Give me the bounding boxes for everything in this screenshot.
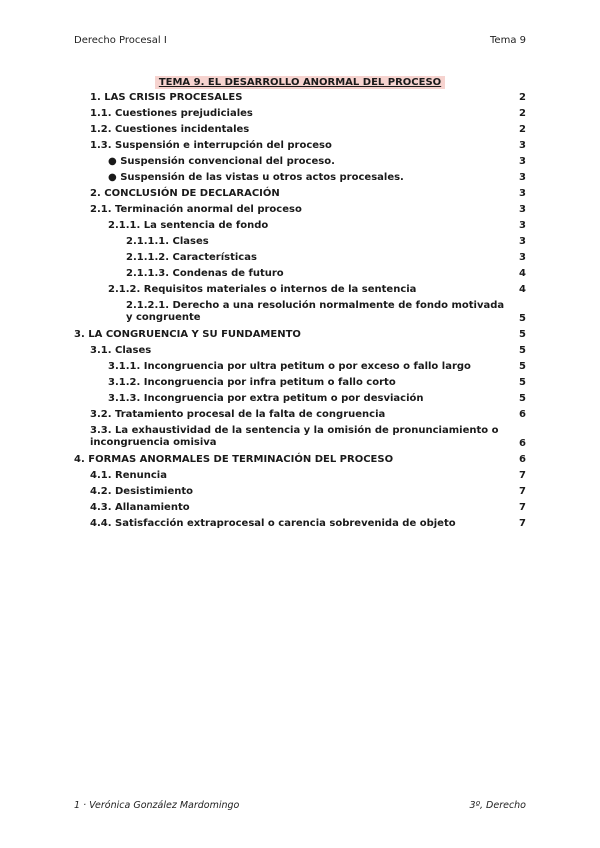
toc-entry-label: 2.1.2. Requisitos materiales o internos de la sentencia xyxy=(108,284,417,295)
toc-page-number: 3 xyxy=(519,172,526,183)
toc-page-number: 5 xyxy=(519,393,526,404)
footer-course: 3º, Derecho xyxy=(469,800,526,811)
toc-entry-label: 4.3. Allanamiento xyxy=(90,502,190,513)
toc-page-number: 5 xyxy=(519,313,526,324)
header-course-title: Derecho Procesal I xyxy=(74,35,167,46)
footer-author: 1 · Verónica González Mardomingo xyxy=(74,800,240,811)
toc-entry[interactable] xyxy=(74,122,526,138)
toc-entry-label: 3.1. Clases xyxy=(90,345,152,356)
toc-entry-label: 1. LAS CRISIS PROCESALES xyxy=(90,92,243,103)
toc-page-number: 4 xyxy=(519,284,526,295)
toc-page-number: 3 xyxy=(519,220,526,231)
toc-entry[interactable] xyxy=(74,106,526,122)
toc-entry-label: 1.3. Suspensión e interrupción del proceso xyxy=(90,140,332,151)
toc-entry-label: 4.2. Desistimiento xyxy=(90,486,194,497)
toc-entry-label: ● Suspensión de las vistas u otros actos procesales. xyxy=(108,172,404,183)
toc-entry[interactable] xyxy=(74,452,526,468)
toc-entry[interactable] xyxy=(74,343,526,359)
header-topic: Tema 9 xyxy=(490,35,526,46)
toc-entry[interactable] xyxy=(74,327,526,343)
toc-entry-label: 2.1. Terminación anormal del proceso xyxy=(90,204,302,215)
toc-entry-label: 3.2. Tratamiento procesal de la falta de congruencia xyxy=(90,409,386,420)
toc-entry-label: 4.4. Satisfacción extraprocesal o carencia sobrevenida de objeto xyxy=(90,518,456,529)
toc-entry-label: 2. CONCLUSIÓN DE DECLARACIÓN xyxy=(90,188,280,199)
toc-page-number: 2 xyxy=(519,108,526,119)
toc-page-number: 2 xyxy=(519,92,526,103)
toc-page-number: 7 xyxy=(519,518,526,529)
toc-page-number: 3 xyxy=(519,252,526,263)
toc-page-number: 4 xyxy=(519,268,526,279)
toc-entry[interactable] xyxy=(74,423,526,452)
document-title-text: TEMA 9. EL DESARROLLO ANORMAL DEL PROCESO xyxy=(155,76,445,89)
table-of-contents xyxy=(74,90,526,532)
toc-page-number: 2 xyxy=(519,124,526,135)
toc-entry[interactable] xyxy=(74,484,526,500)
toc-page-number: 3 xyxy=(519,204,526,215)
toc-entry-label: 1.2. Cuestiones incidentales xyxy=(90,124,250,135)
toc-entry[interactable] xyxy=(74,186,526,202)
toc-page-number: 7 xyxy=(519,502,526,513)
toc-entry[interactable] xyxy=(74,500,526,516)
toc-page-number: 3 xyxy=(519,156,526,167)
toc-entry[interactable] xyxy=(74,170,526,186)
toc-page-number: 5 xyxy=(519,345,526,356)
toc-entry-label: 2.1.1.3. Condenas de futuro xyxy=(126,268,284,279)
document-title xyxy=(0,70,600,89)
toc-entry-label: 3.1.2. Incongruencia por infra petitum o fallo corto xyxy=(108,377,396,388)
toc-entry-label: ● Suspensión convencional del proceso. xyxy=(108,156,335,167)
toc-entry[interactable] xyxy=(74,218,526,234)
toc-entry-label: 4.1. Renuncia xyxy=(90,470,167,481)
toc-page-number: 6 xyxy=(519,454,526,465)
toc-page-number: 3 xyxy=(519,140,526,151)
toc-entry[interactable] xyxy=(74,468,526,484)
toc-page-number: 3 xyxy=(519,236,526,247)
toc-entry-label: 2.1.1.1. Clases xyxy=(126,236,209,247)
toc-page-number: 5 xyxy=(519,361,526,372)
toc-entry-label: 3.1.1. Incongruencia por ultra petitum o por exceso o fallo largo xyxy=(108,361,471,372)
toc-entry[interactable] xyxy=(74,298,526,327)
toc-entry[interactable] xyxy=(74,282,526,298)
toc-entry[interactable] xyxy=(74,266,526,282)
toc-entry[interactable] xyxy=(74,154,526,170)
toc-page-number: 7 xyxy=(519,470,526,481)
toc-page-number: 7 xyxy=(519,486,526,497)
toc-entry[interactable] xyxy=(74,202,526,218)
toc-entry[interactable] xyxy=(74,138,526,154)
toc-entry-label: 3.3. La exhaustividad de la sentencia y la omisión de pronunciamiento o incongruencia omisiva xyxy=(90,425,499,448)
toc-entry-label: 3.1.3. Incongruencia por extra petitum o por desviación xyxy=(108,393,424,404)
toc-entry[interactable] xyxy=(74,234,526,250)
toc-entry-label: 2.1.2.1. Derecho a una resolución normalmente de fondo motivada y congruente xyxy=(126,300,505,323)
toc-entry-label: 4. FORMAS ANORMALES DE TERMINACIÓN DEL PROCESO xyxy=(74,454,394,465)
toc-entry-label: 2.1.1.2. Características xyxy=(126,252,257,263)
toc-entry[interactable] xyxy=(74,407,526,423)
toc-entry[interactable] xyxy=(74,375,526,391)
toc-page-number: 6 xyxy=(519,438,526,449)
toc-entry-label: 3. LA CONGRUENCIA Y SU FUNDAMENTO xyxy=(74,329,301,340)
toc-page-number: 5 xyxy=(519,329,526,340)
toc-entry-label: 2.1.1. La sentencia de fondo xyxy=(108,220,269,231)
toc-entry[interactable] xyxy=(74,391,526,407)
toc-entry[interactable] xyxy=(74,359,526,375)
toc-page-number: 3 xyxy=(519,188,526,199)
toc-page-number: 6 xyxy=(519,409,526,420)
toc-page-number: 5 xyxy=(519,377,526,388)
toc-entry[interactable] xyxy=(74,90,526,106)
toc-entry-label: 1.1. Cuestiones prejudiciales xyxy=(90,108,253,119)
toc-entry[interactable] xyxy=(74,516,526,532)
toc-entry[interactable] xyxy=(74,250,526,266)
